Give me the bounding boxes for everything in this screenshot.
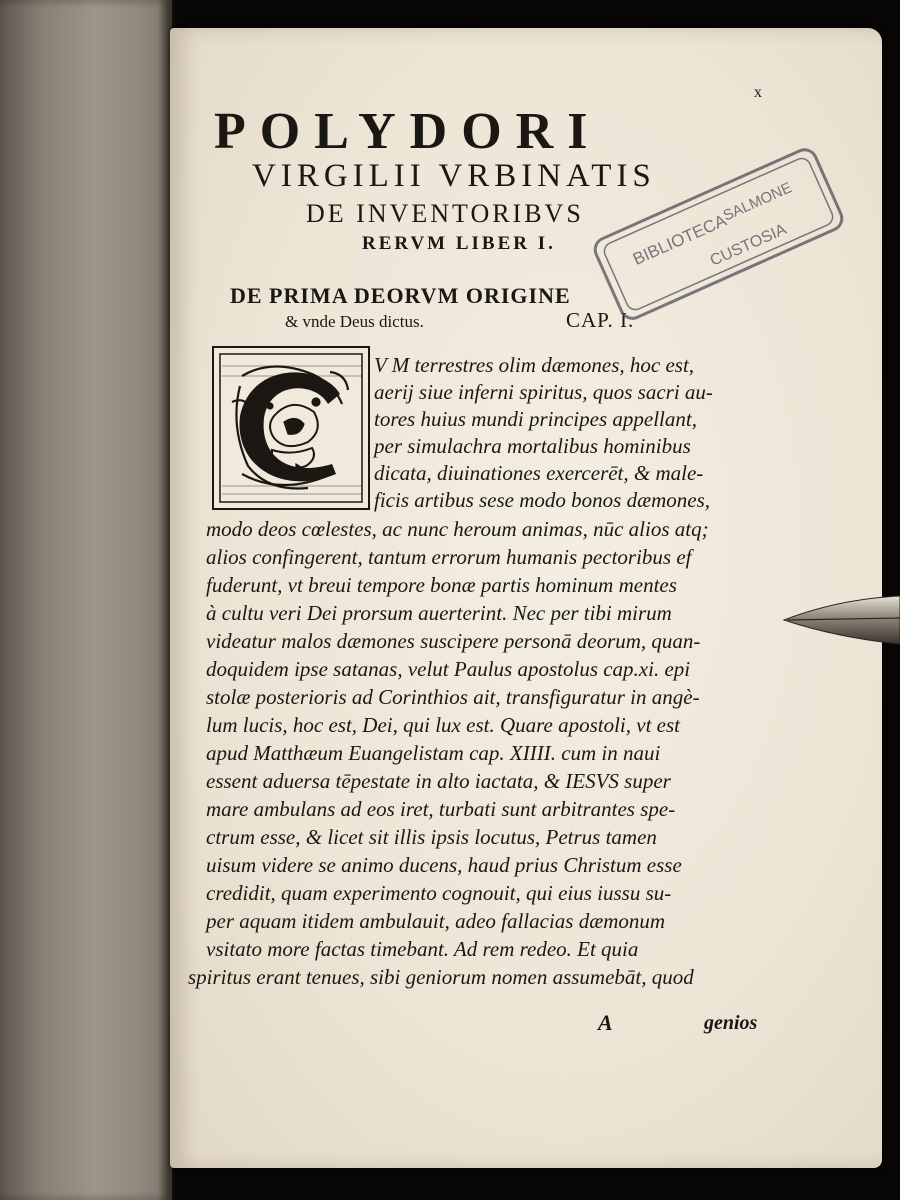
library-stamp <box>582 130 852 345</box>
text-line: credidit, quam experimento cognouit, qui eius iussu su- <box>206 881 672 905</box>
stamp-text-right: SALMONE <box>720 179 795 225</box>
stamp-text-bottom: CUSTOSIA <box>707 221 790 270</box>
text-line: essent aduersa tēpestate in alto iactata, & IESVS super <box>206 769 671 793</box>
text-line: à cultu veri Dei prorsum auerterint. Nec per tibi mirum <box>206 601 672 625</box>
title-author-origin: VIRGILII VRBINATIS <box>252 158 656 194</box>
chapter-subheading: & vnde Deus dictus. <box>285 312 424 331</box>
text-line: apud Matthæum Euangelistam cap. XIIII. cum in naui <box>206 741 661 765</box>
text-line: alios confingerent, tantum errorum humanis pectoribus ef <box>206 545 692 569</box>
text-line: ficis artibus sese modo bonos dæmones, <box>374 488 710 512</box>
text-line: uisum videre se animo ducens, haud prius Christum esse <box>206 853 682 877</box>
text-line: stolæ posterioris ad Corinthios ait, transfiguratur in angè- <box>206 685 700 709</box>
text-line: fuderunt, vt breui tempore bonæ partis hominum mentes <box>206 573 677 597</box>
chapter-number: CAP. I. <box>566 308 635 332</box>
text-line: mare ambulans ad eos iret, turbati sunt arbitrantes spe- <box>206 797 676 821</box>
text-line: dicata, diuinationes exercerēt, & male- <box>374 461 704 485</box>
stamp-text-top: BIBLIOTECA <box>629 210 730 269</box>
text-line: doquidem ipse satanas, velut Paulus apostolus cap.xi. epi <box>206 657 691 681</box>
book-cover-board <box>0 0 172 1200</box>
text-line: modo deos cœlestes, ac nunc heroum animas, nūc alios atq; <box>206 517 709 541</box>
text-line: ctrum esse, & licet sit illis ipsis locutus, Petrus tamen <box>206 825 657 849</box>
text-line: V M terrestres olim dæmones, hoc est, <box>374 353 695 377</box>
title-work: DE INVENTORIBVS <box>306 199 584 228</box>
text-line: aerij siue inferni spiritus, quos sacri au- <box>374 380 713 404</box>
decorated-initial <box>212 346 370 510</box>
text-line: per aquam itidem ambulauit, adeo fallacias dæmonum <box>206 909 666 933</box>
chapter-heading: DE PRIMA DEORVM ORIGINE <box>230 283 571 308</box>
catchword: genios <box>704 1012 758 1034</box>
signature-mark: A <box>598 1010 613 1035</box>
text-line: videatur malos dæmones suscipere personā deorum, quan- <box>206 629 701 653</box>
corner-mark: x <box>754 84 762 101</box>
text-line: per simulachra mortalibus hominibus <box>374 434 691 458</box>
title-author: POLYDORI <box>214 103 602 160</box>
text-line: tores huius mundi principes appellant, <box>374 407 697 431</box>
title-book-number: RERVM LIBER I. <box>362 233 556 254</box>
text-line: spiritus erant tenues, sibi geniorum nomen assumebāt, quod <box>188 965 694 989</box>
pen-nib <box>780 588 900 650</box>
text-line: vsitato more factas timebant. Ad rem redeo. Et quia <box>206 937 639 961</box>
text-line: lum lucis, hoc est, Dei, qui lux est. Quare apostoli, vt est <box>206 713 680 737</box>
